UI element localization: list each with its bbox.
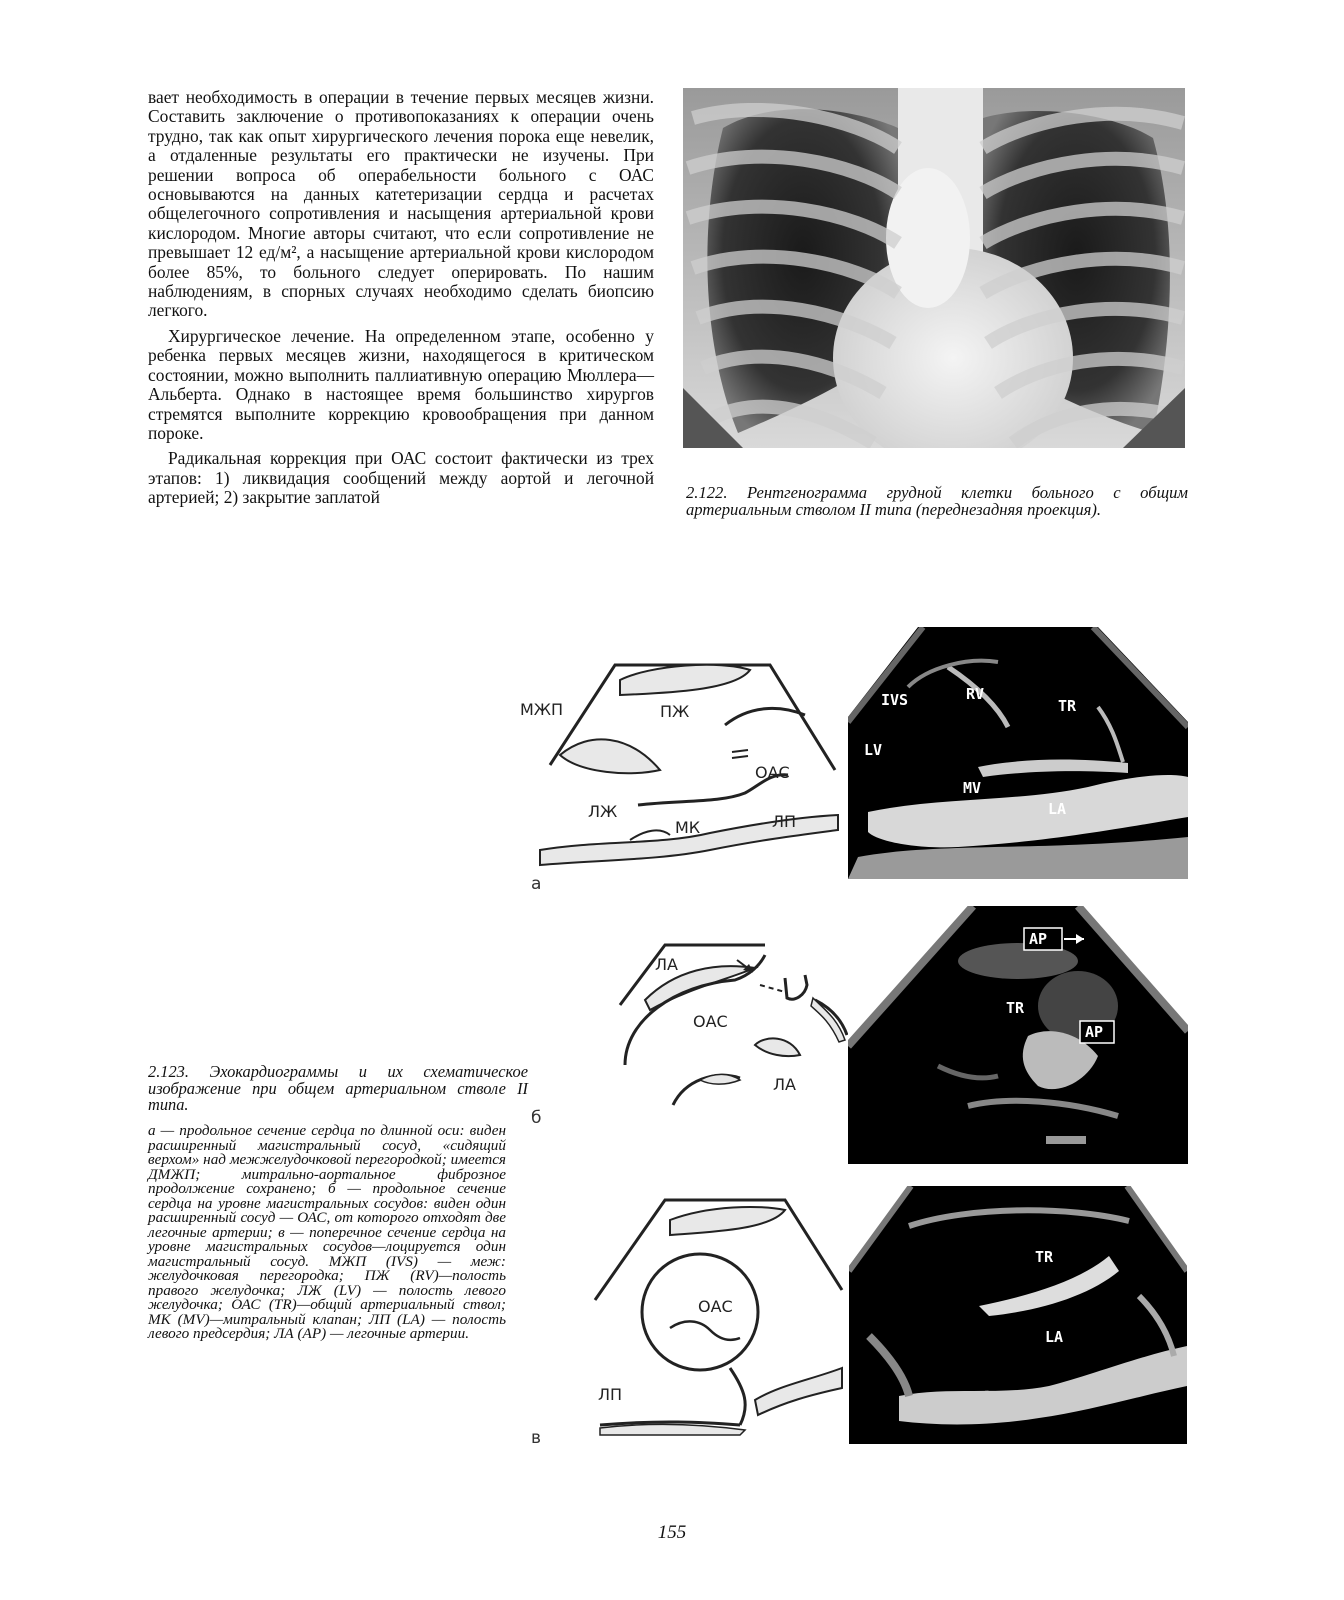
panel-letter-a: а xyxy=(531,874,542,894)
sketch-label-tr: ОАС xyxy=(755,763,790,782)
echo-panel-a xyxy=(848,627,1188,879)
echo-panel-b xyxy=(848,906,1188,1164)
page-number: 155 xyxy=(657,1522,687,1543)
sketch-label-rv: ПЖ xyxy=(660,702,690,721)
echo-panel-c xyxy=(849,1186,1187,1444)
panel-letter-b: б xyxy=(531,1108,542,1128)
sketch-label-la-c: ЛП xyxy=(598,1385,623,1404)
sketch-label-ivs: МЖП xyxy=(520,700,564,719)
echo-label-lv: LV xyxy=(864,741,883,759)
body-paragraph-1: вает необходимость в операции в течение первых месяцев жизни. Составить заключение о противопоказаниях к операции очень трудно, так как опыт хирургического лечения порока еще невелик, а отдаленные результаты его практически не изучены. При решении вопроса об операбельности больного с ОАС основываются на данных катетеризации сердца и расчетах общелегочного сопротивления и насыщения артериальной крови кислородом. Многие авторы считают, что если сопротивление не превышает 12 ед/м², а насыщение артериальной крови кислородом более 85%, то больного следует оперировать. По нашим наблюдениям, в спорных случаях необходимо сделать биопсию легкого. xyxy=(148,87,654,321)
main-text-column xyxy=(148,88,654,514)
panel-letter-c: в xyxy=(531,1428,542,1448)
body-paragraph-2: Хирургическое лечение. На определенном этапе, особенно у ребенка первых месяцев жизни, находящегося в критическом состоянии, можно выполнить паллиативную операцию Мюллера—Альберта. Однако в настоящее время большинство хирургов стремятся выполните коррекцию кровообращения при данном пороке. xyxy=(148,325,654,443)
echo-label-ap2: AP xyxy=(1085,1023,1104,1041)
echo-label-la: LA xyxy=(1048,800,1067,818)
figure-122-caption: 2.122. Рентгенограмма грудной клетки больного с общим артериальным стволом II типа (переднезадняя проекция). xyxy=(686,483,1188,519)
sketch-label-pa1: ЛА xyxy=(655,955,678,974)
echo-label-tr-c: TR xyxy=(1035,1248,1054,1266)
sketch-label-tr-b: ОАС xyxy=(693,1012,728,1031)
echo-label-rv: RV xyxy=(966,685,985,703)
sketch-label-pa2: ЛА xyxy=(773,1075,796,1094)
echo-label-tr: TR xyxy=(1058,697,1077,715)
sketch-panel-b xyxy=(615,940,850,1110)
chest-xray-image xyxy=(683,88,1185,448)
sketch-label-mv: МК xyxy=(675,818,701,837)
figure-123-title: 2.123. Эхокардиограммы и их схематическое изображение при общем артериальном стволе II типа. xyxy=(148,1062,528,1114)
body-paragraph-3: Радикальная коррекция при ОАС состоит фактически из трех этапов: 1) ликвидация сообщений между аортой и легочной артерией; 2) закрытие заплатой xyxy=(148,448,654,508)
echo-label-ivs: IVS xyxy=(881,691,909,709)
echo-label-ap1: AP xyxy=(1029,930,1048,948)
echo-label-mv: MV xyxy=(963,779,982,797)
sketch-panel-a xyxy=(520,655,840,870)
sketch-label-tr-c: ОАС xyxy=(698,1297,733,1316)
sketch-panel-c xyxy=(590,1190,845,1435)
echo-label-la-c: LA xyxy=(1045,1328,1064,1346)
figure-123-description: а — продольное сечение сердца по длинной оси: виден расширенный магистральный сосуд, «сидящий верхом» над межжелудочковой перегородкой; имеется ДМЖП; митрально-аортальное фиброзное продолжение сохранено; б — продольное сечение сердца на уровне магистральных сосудов: виден один расширенный сосуд — ОАС, от которого отходят две легочные артерии; в — поперечное сечение сердца на уровне магистральных сосудов—лоцируется один магистральный сосуд. МЖП (IVS) — меж: желудочковая перегородка; ПЖ (RV)—полость правого желудочка; ЛЖ (LV) — полость левого желудочка; ОАС (TR)—общий артериальный ствол; МК (MV)—митральный клапан; ЛП (LA) — полость левого предсердия; ЛА (АР) — легочные артерии. xyxy=(148,1122,506,1342)
sketch-label-la: ЛП xyxy=(772,812,797,831)
sketch-label-lv: ЛЖ xyxy=(588,802,618,821)
echo-label-tr-b: TR xyxy=(1006,999,1025,1017)
